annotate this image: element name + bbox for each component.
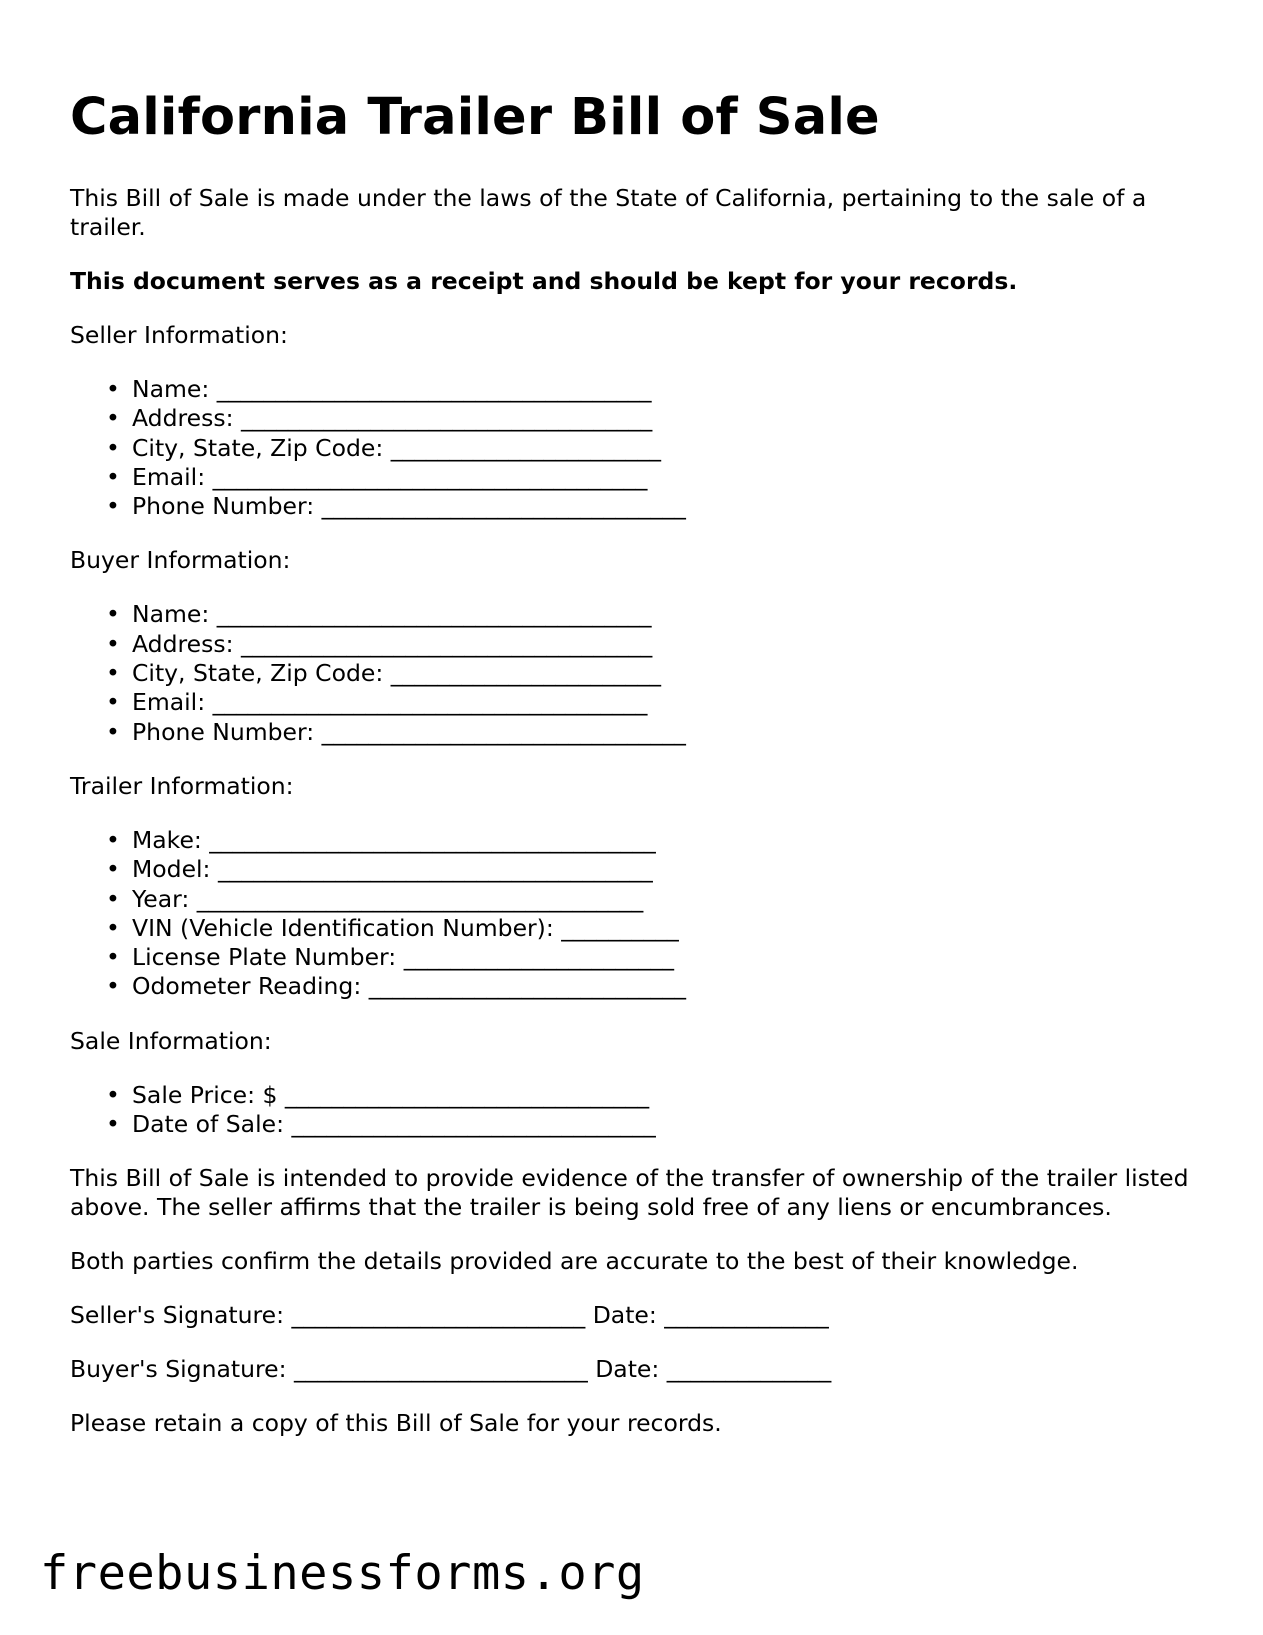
seller-name-field (132, 375, 1200, 404)
fill-in-line[interactable]: _____________________________________ (212, 462, 648, 491)
seller-heading: Seller Information: (70, 321, 288, 349)
seller-signature-blank[interactable]: _________________________ (291, 1301, 586, 1330)
fill-in-line[interactable]: _______________________________ (284, 1080, 650, 1109)
sale-fields-list (70, 1081, 1200, 1140)
seller-phone-field (132, 492, 1200, 521)
field-label: Name: (132, 600, 217, 629)
fill-in-line[interactable]: _____________________________________ (217, 855, 653, 884)
footer-watermark: freebusinessforms.org (40, 1546, 645, 1601)
buyer-address-field (132, 630, 1200, 659)
seller-date-label: Date: (585, 1301, 665, 1330)
seller-signature-label: Seller's Signature: (70, 1301, 292, 1330)
trailer-heading: Trailer Information: (70, 771, 294, 800)
field-label: Phone Number: (132, 492, 322, 521)
fill-in-line[interactable]: _______________________ (403, 943, 674, 972)
field-label: City, State, Zip Code: (132, 659, 391, 688)
field-label: License Plate Number: (132, 943, 404, 972)
trailer-make-field (132, 826, 1200, 855)
trailer-year-field (132, 885, 1200, 914)
sale-price-field (132, 1081, 1200, 1110)
field-label: VIN (Vehicle Identification Number): (132, 913, 562, 942)
seller-fields-list (70, 375, 1200, 521)
buyer-signature-blank[interactable]: _________________________ (293, 1355, 588, 1384)
trailer-vin-field (132, 914, 1200, 943)
field-label: Address: (132, 404, 241, 433)
buyer-fields-list (70, 600, 1200, 746)
field-label: Name: (132, 375, 217, 403)
field-label: Email: (132, 688, 213, 717)
retain-note: Please retain a copy of this Bill of Sale for your records. (70, 1409, 722, 1438)
intro-paragraph: This Bill of Sale is made under the laws of the State of California, pertaining to the sale of a trailer. (70, 184, 1147, 241)
fill-in-line[interactable]: __________ (561, 913, 679, 942)
document-page (70, 88, 1200, 1463)
fill-in-line[interactable]: ______________________________________ (196, 884, 644, 913)
fill-in-line[interactable]: ___________________________________ (240, 404, 653, 433)
field-label: Email: (132, 462, 213, 491)
fill-in-line[interactable]: _____________________________________ (216, 600, 652, 629)
seller-email-field (132, 463, 1200, 492)
field-label: Make: (132, 825, 210, 854)
buyer-heading: Buyer Information: (70, 546, 291, 575)
field-label: Address: (132, 629, 241, 658)
document-title: California Trailer Bill of Sale (70, 88, 880, 147)
fill-in-line[interactable]: _______________________________ (321, 717, 686, 746)
buyer-date-label: Date: (587, 1355, 667, 1384)
fill-in-line[interactable]: ______________________________________ (209, 825, 656, 854)
trailer-odometer-field (132, 972, 1200, 1001)
seller-signature-line (70, 1301, 1200, 1330)
buyer-email-field (132, 688, 1200, 717)
fill-in-line[interactable]: ___________________________________ (240, 629, 653, 658)
sale-heading: Sale Information: (70, 1026, 272, 1055)
fill-in-line[interactable]: _______________________ (390, 433, 661, 462)
field-label: Year: (132, 884, 197, 913)
buyer-date-blank[interactable]: ______________ (666, 1355, 832, 1384)
field-label: Date of Sale: (132, 1110, 292, 1139)
field-label: Model: (132, 855, 218, 884)
trailer-model-field (132, 855, 1200, 884)
buyer-city-state-zip-field (132, 659, 1200, 688)
buyer-phone-field (132, 718, 1200, 747)
fill-in-line[interactable]: _____________________________________ (216, 375, 652, 403)
receipt-note: This document serves as a receipt and should be kept for your records. (70, 267, 1018, 295)
trailer-license-plate-field (132, 943, 1200, 972)
field-label: Sale Price: $ (132, 1080, 285, 1109)
fill-in-line[interactable]: ___________________________ (368, 972, 686, 1001)
evidence-paragraph: This Bill of Sale is intended to provide evidence of the transfer of ownership of the trailer listed above. The seller affirms that the trailer is being sold free of any liens or encumbrances. (70, 1164, 1189, 1222)
fill-in-line[interactable]: _______________________________ (321, 492, 686, 521)
buyer-signature-line (70, 1355, 1200, 1384)
seller-date-blank[interactable]: ______________ (664, 1301, 829, 1330)
seller-address-field (132, 404, 1200, 433)
fill-in-line[interactable]: _______________________ (390, 659, 661, 688)
field-label: Odometer Reading: (132, 972, 369, 1001)
sale-date-field (132, 1110, 1200, 1139)
fill-in-line[interactable]: _____________________________________ (212, 688, 648, 717)
confirm-paragraph: Both parties confirm the details provided are accurate to the best of their knowledge. (70, 1247, 1079, 1276)
seller-city-state-zip-field (132, 434, 1200, 463)
trailer-fields-list (70, 826, 1200, 1002)
field-label: Phone Number: (132, 717, 322, 746)
field-label: City, State, Zip Code: (132, 433, 391, 462)
buyer-name-field (132, 600, 1200, 629)
fill-in-line[interactable]: _______________________________ (291, 1110, 656, 1139)
buyer-signature-label: Buyer's Signature: (70, 1355, 294, 1384)
